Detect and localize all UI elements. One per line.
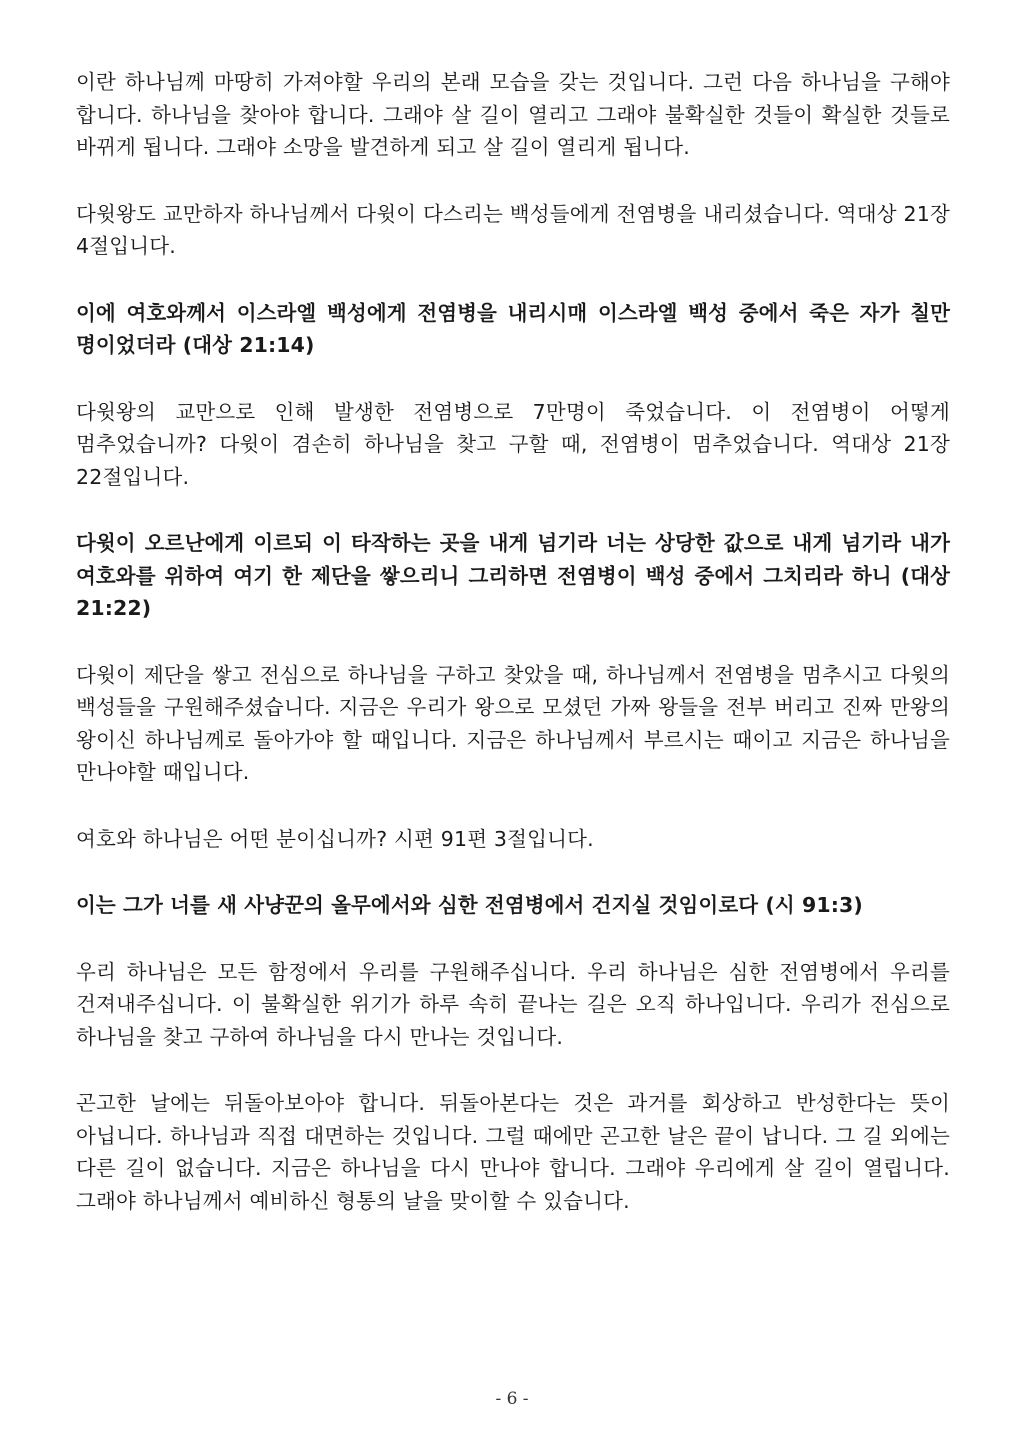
body-paragraph: 우리 하나님은 모든 함정에서 우리를 구원해주십니다. 우리 하나님은 심한 전염병에서 우리를 건져내주십니다. 이 불확실한 위기가 하루 속히 끝나는 길은 오직 하나입니다. 우리가 전심으로 하나님을 찾고 구하여 하나님을 다시 만나는 것입니다. (76, 959, 950, 1049)
scripture-verse: 이에 여호와께서 이스라엘 백성에게 전염병을 내리시매 이스라엘 백성 중에서 죽은 자가 칠만 명이었더라 (대상 21:14) (76, 300, 950, 357)
page-number: - 6 - (495, 1389, 529, 1409)
body-paragraph: 다윗왕의 교만으로 인해 발생한 전염병으로 7만명이 죽었습니다. 이 전염병이 어떻게 멈추었습니까? 다윗이 겸손히 하나님을 찾고 구할 때, 전염병이 멈추었습니다. 역대상 21장 22절입니다. (76, 399, 950, 489)
body-paragraph: 다윗왕도 교만하자 하나님께서 다윗이 다스리는 백성들에게 전염병을 내리셨습니다. 역대상 21장 4절입니다. (76, 201, 950, 258)
body-paragraph: 여호와 하나님은 어떤 분이십니까? 시편 91편 3절입니다. (76, 826, 594, 851)
body-paragraph: 다윗이 제단을 쌓고 전심으로 하나님을 구하고 찾았을 때, 하나님께서 전염병을 멈추시고 다윗의 백성들을 구원해주셨습니다. 지금은 우리가 왕으로 모셨던 가짜 왕들을 전부 버리고 진짜 만왕의 왕이신 하나님께로 돌아가야 할 때입니다. 지금은 하나님께서 부르시는 때이고 지금은 하나님을 만나야할 때입니다. (76, 662, 950, 784)
scripture-verse: 이는 그가 너를 새 사냥꾼의 올무에서와 심한 전염병에서 건지실 것임이로다 (시 91:3) (76, 893, 863, 917)
scripture-verse: 다윗이 오르난에게 이르되 이 타작하는 곳을 내게 넘기라 너는 상당한 값으로 내게 넘기라 내가 여호와를 위하여 여기 한 제단을 쌓으리니 그리하면 전염병이 백성 중에서 그치리라 하니 (대상 21:22) (76, 531, 950, 620)
document-page (76, 66, 950, 1251)
body-paragraph: 이란 하나님께 마땅히 가져야할 우리의 본래 모습을 갖는 것입니다. 그런 다음 하나님을 구해야 합니다. 하나님을 찾아야 합니다. 그래야 살 길이 열리고 그래야 불확실한 것들이 확실한 것들로 바뀌게 됩니다. 그래야 소망을 발견하게 되고 살 길이 열리게 됩니다. (76, 70, 950, 159)
body-paragraph: 곤고한 날에는 뒤돌아보아야 합니다. 뒤돌아본다는 것은 과거를 회상하고 반성한다는 뜻이 아닙니다. 하나님과 직접 대면하는 것입니다. 그럴 때에만 곤고한 날은 끝이 납니다. 그 길 외에는 다른 길이 없습니다. 지금은 하나님을 다시 만나야 합니다. 그래야 우리에게 살 길이 열립니다. 그래야 하나님께서 예비하신 형통의 날을 맞이할 수 있습니다. (76, 1091, 950, 1213)
